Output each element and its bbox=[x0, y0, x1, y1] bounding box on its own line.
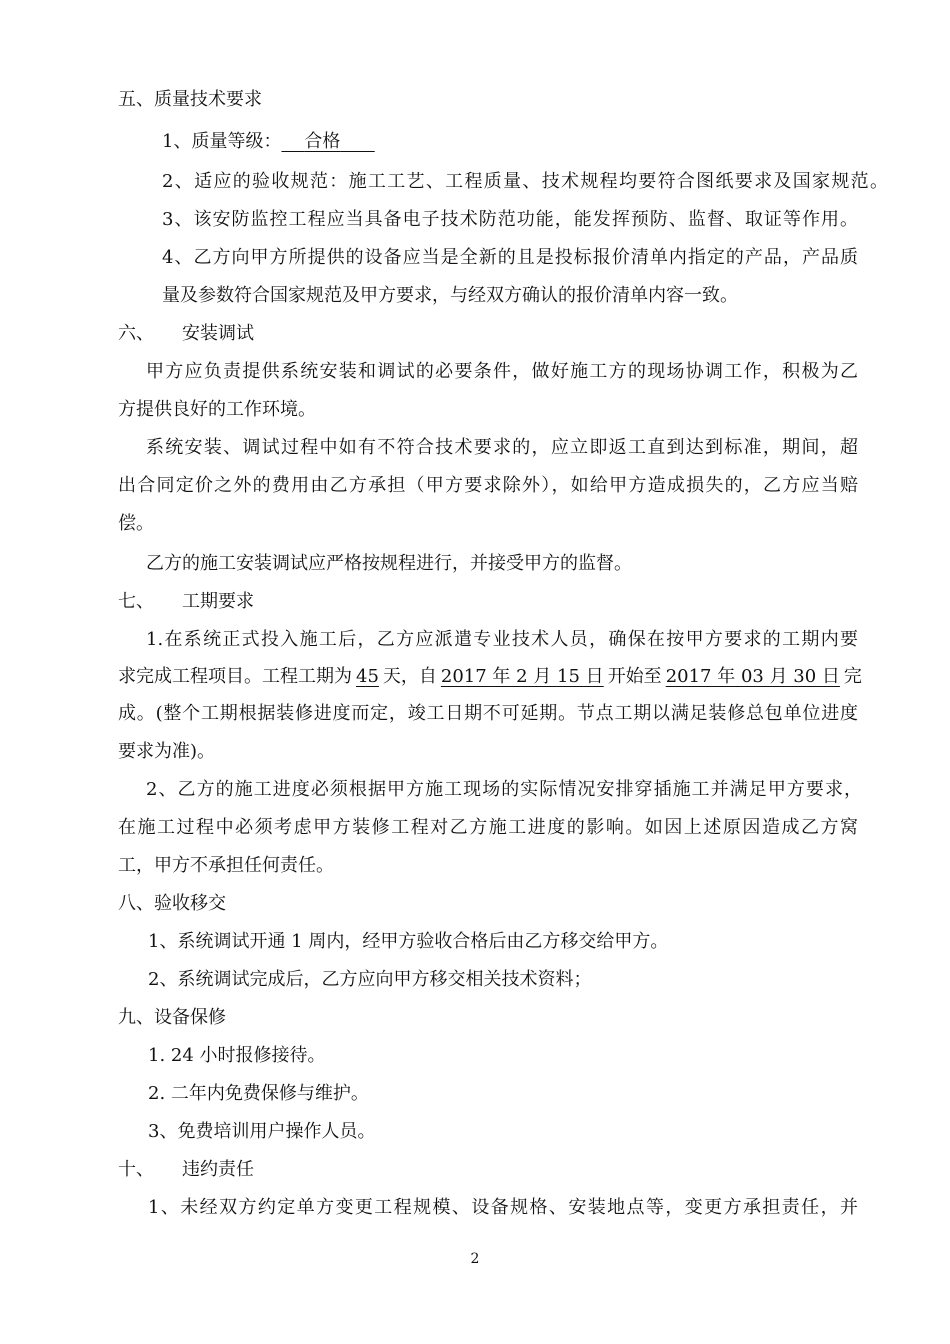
sec6-p1-line-2: 方提供良好的工作环境。 bbox=[118, 399, 316, 420]
quality-grade-value: 合格 bbox=[304, 131, 341, 152]
sec6-p1-line-1: 甲方应负责提供系统安装和调试的必要条件，做好施工方的现场协调工作，积极为乙 bbox=[146, 361, 858, 382]
end-date: 2017 年 03 月 30 日 bbox=[665, 666, 840, 687]
section-9-heading: 九、设备保修 bbox=[118, 1007, 226, 1028]
page-number: 2 bbox=[470, 1251, 480, 1267]
quality-grade-label: 1、质量等级： bbox=[162, 131, 282, 152]
duration-days: 45 bbox=[356, 666, 379, 687]
sec7-item-1-line-4: 要求为准)。 bbox=[118, 741, 216, 762]
sec8-item-2: 2、系统调试完成后，乙方应向甲方移交相关技术资料； bbox=[148, 969, 592, 990]
section-7-heading bbox=[118, 590, 254, 614]
section-10-title: 违约责任 bbox=[182, 1159, 254, 1180]
sec6-p2-line-1: 系统安装、调试过程中如有不符合技术要求的，应立即返工直到达到标准，期间，超 bbox=[146, 437, 858, 458]
sec5-item-2: 2、适应的验收规范：施工工艺、工程质量、技术规程均要符合图纸要求及国家规范。 bbox=[162, 171, 888, 192]
sec5-item-3: 3、该安防监控工程应当具备电子技术防范功能，能发挥预防、监督、取证等作用。 bbox=[162, 209, 858, 230]
section-7-number: 七、 bbox=[118, 591, 154, 612]
section-8-heading: 八、验收移交 bbox=[118, 893, 226, 914]
sec5-item-4-line-2: 量及参数符合国家规范及甲方要求，与经双方确认的报价清单内容一致。 bbox=[162, 285, 738, 306]
section-7-title: 工期要求 bbox=[182, 591, 254, 612]
start-date: 2017 年 2 月 15 日 bbox=[440, 666, 604, 687]
quality-grade-line bbox=[162, 130, 375, 154]
sec6-p3: 乙方的施工安装调试应严格按规程进行，并接受甲方的监督。 bbox=[146, 553, 632, 574]
section-6-heading bbox=[118, 322, 254, 346]
sec8-item-1: 1、系统调试开通 1 周内，经甲方验收合格后由乙方移交给甲方。 bbox=[148, 931, 669, 952]
sec7-item-1-line-2: 求完成工程项目。工程工期为 45 天，自 2017 年 2 月 15 日 开始至 2017 年 03 月 30 日 完 bbox=[118, 666, 862, 687]
section-10-heading bbox=[118, 1158, 254, 1182]
section-5-heading: 五、质量技术要求 bbox=[118, 89, 262, 110]
sec7-item-2-line-3: 工，甲方不承担任何责任。 bbox=[118, 855, 334, 876]
section-6-title: 安装调试 bbox=[182, 323, 254, 344]
sec5-item-4-line-1: 4、乙方向甲方所提供的设备应当是全新的且是投标报价清单内指定的产品，产品质 bbox=[162, 247, 858, 268]
sec7-item-1-line-1: 1.在系统正式投入施工后，乙方应派遣专业技术人员，确保在按甲方要求的工期内要 bbox=[146, 629, 858, 650]
sec6-p2-line-2: 出合同定价之外的费用由乙方承担（甲方要求除外），如给甲方造成损失的，乙方应当赔 bbox=[118, 475, 858, 496]
sec10-item-1-line-1: 1、未经双方约定单方变更工程规模、设备规格、安装地点等，变更方承担责任，并 bbox=[148, 1197, 858, 1218]
section-6-number: 六、 bbox=[118, 323, 154, 344]
sec6-p2-line-3: 偿。 bbox=[118, 513, 154, 534]
sec7-item-2-line-1: 2、乙方的施工进度必须根据甲方施工现场的实际情况安排穿插施工并满足甲方要求， bbox=[146, 779, 862, 800]
sec9-item-3: 3、免费培训用户操作人员。 bbox=[148, 1121, 376, 1142]
section-10-number: 十、 bbox=[118, 1159, 154, 1180]
sec7-item-2-line-2: 在施工过程中必须考虑甲方装修工程对乙方施工进度的影响。如因上述原因造成乙方窝 bbox=[118, 817, 858, 838]
sec9-item-1: 1. 24 小时报修接待。 bbox=[148, 1045, 326, 1066]
sec9-item-2: 2. 二年内免费保修与维护。 bbox=[148, 1083, 369, 1104]
sec7-item-1-line-3: 成。(整个工期根据装修进度而定，竣工日期不可延期。节点工期以满足装修总包单位进度 bbox=[118, 703, 858, 724]
